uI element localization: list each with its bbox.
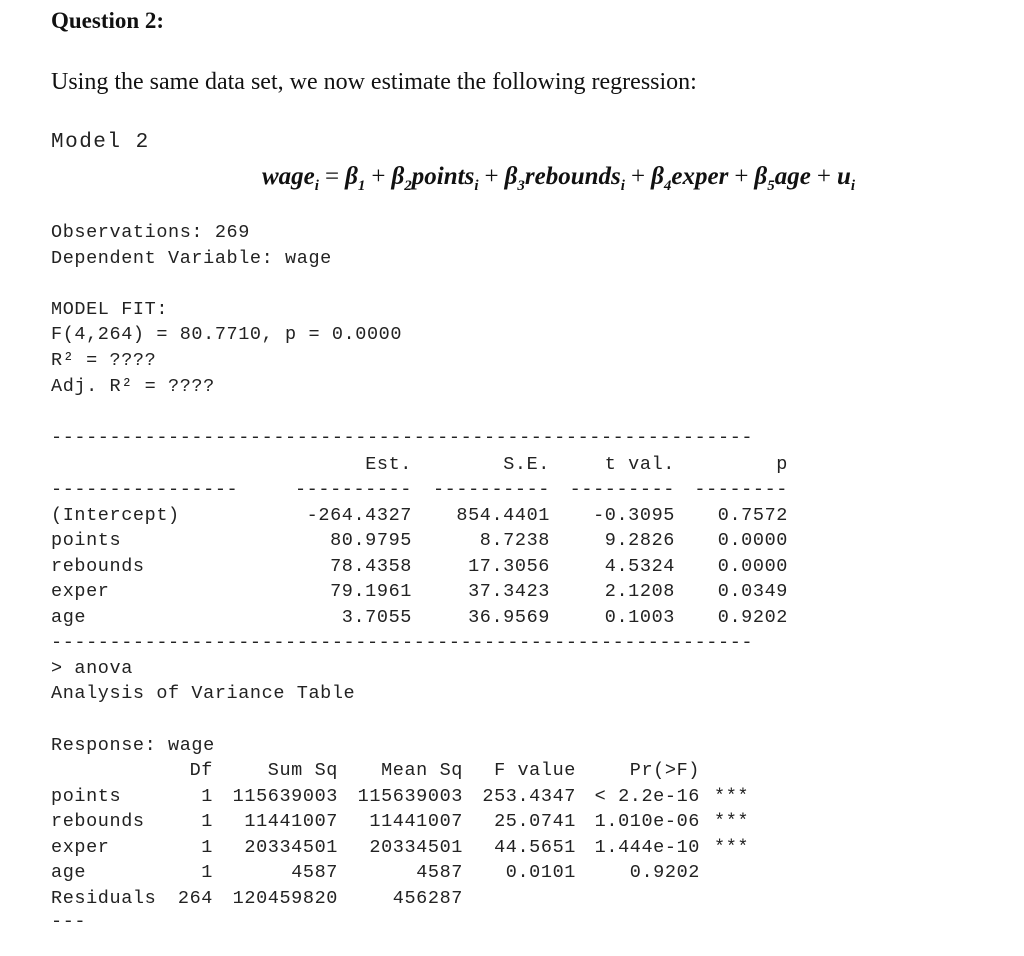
anova-fvalue: 25.0741 (494, 811, 576, 832)
coef-term: (Intercept) (51, 505, 180, 526)
anova-fvalue: 44.5651 (494, 837, 576, 858)
anova-response: Response: wage (51, 735, 215, 756)
coef-p: 0.0000 (717, 556, 788, 577)
anova-footer-rule: --- (51, 911, 87, 932)
anova-meansq: 456287 (392, 888, 463, 909)
observations-line: Observations: 269 (51, 222, 250, 243)
coef-tval: 4.5324 (604, 556, 675, 577)
model-fit-label: MODEL FIT: (51, 299, 169, 320)
rule-segment: --------- (569, 479, 675, 500)
dependent-variable-line: Dependent Variable: wage (51, 248, 332, 269)
coef-tval: 9.2826 (604, 530, 675, 551)
coef-est: 80.9795 (330, 530, 412, 551)
anova-signif: *** (714, 786, 750, 807)
coef-term: rebounds (51, 556, 145, 577)
anova-df: 1 (201, 837, 213, 858)
anova-term: Residuals (51, 888, 157, 909)
anova-fvalue: 0.0101 (505, 862, 576, 883)
anova-sumsq: 115639003 (232, 786, 338, 807)
anova-sumsq: 11441007 (244, 811, 338, 832)
adj-r-squared-line: Adj. R² = ???? (51, 376, 215, 397)
regression-equation: wage$_i$ = $\beta_1$ + $\beta_2points_i$ + $\beta_3rebounds_i$ + $\beta_4exper + \beta_5age + u_i$ (262, 163, 856, 194)
anova-header-df: Df (189, 760, 213, 781)
coef-tval: 0.1003 (604, 607, 675, 628)
anova-header-fvalue: F value (494, 760, 576, 781)
f-statistic-line: F(4,264) = 80.7710, p = 0.0000 (51, 324, 403, 345)
question-heading: Question 2: (51, 8, 165, 33)
coef-term: age (51, 607, 87, 628)
anova-prf: 1.444e-10 (594, 837, 700, 858)
coef-table-bottom-rule: ------------------------------------------------------------ (51, 632, 754, 653)
anova-signif: *** (714, 837, 750, 858)
anova-sumsq: 120459820 (232, 888, 338, 909)
anova-signif: *** (714, 811, 750, 832)
intro-text: Using the same data set, we now estimate the following regression: (51, 69, 697, 95)
anova-term: points (51, 786, 122, 807)
rule-segment: ---------- (432, 479, 550, 500)
header-se: S.E. (503, 454, 550, 475)
coef-est: -264.4327 (306, 505, 412, 526)
anova-df: 1 (201, 811, 213, 832)
anova-command: > anova (51, 658, 133, 679)
header-est: Est. (365, 454, 412, 475)
rule-segment: -------- (694, 479, 788, 500)
coef-se: 17.3056 (468, 556, 550, 577)
anova-meansq: 4587 (416, 862, 463, 883)
coef-tval: -0.3095 (593, 505, 675, 526)
anova-meansq: 20334501 (369, 837, 463, 858)
coef-term: exper (51, 581, 110, 602)
anova-meansq: 115639003 (357, 786, 463, 807)
coef-p: 0.7572 (717, 505, 788, 526)
header-tval: t val. (604, 454, 675, 475)
model-label: Model 2 (51, 131, 150, 154)
coef-se: 8.7238 (479, 530, 550, 551)
anova-prf: 1.010e-06 (594, 811, 700, 832)
coef-se: 37.3423 (468, 581, 550, 602)
anova-header-meansq: Mean Sq (381, 760, 463, 781)
anova-title: Analysis of Variance Table (51, 683, 356, 704)
header-p: p (776, 454, 788, 475)
coef-p: 0.0000 (717, 530, 788, 551)
coef-est: 78.4358 (330, 556, 412, 577)
coef-est: 79.1961 (330, 581, 412, 602)
anova-prf: < 2.2e-16 (594, 786, 700, 807)
coef-p: 0.9202 (717, 607, 788, 628)
anova-term: age (51, 862, 87, 883)
rule-segment: ---------------- (51, 479, 239, 500)
anova-prf: 0.9202 (629, 862, 700, 883)
anova-df: 264 (177, 888, 213, 909)
coef-tval: 2.1208 (604, 581, 675, 602)
rule-segment: ---------- (294, 479, 412, 500)
anova-term: rebounds (51, 811, 145, 832)
anova-df: 1 (201, 786, 213, 807)
coef-p: 0.0349 (717, 581, 788, 602)
coef-term: points (51, 530, 122, 551)
coef-est: 3.7055 (341, 607, 412, 628)
anova-header-sumsq: Sum Sq (267, 760, 338, 781)
anova-sumsq: 4587 (291, 862, 338, 883)
anova-fvalue: 253.4347 (482, 786, 576, 807)
anova-term: exper (51, 837, 110, 858)
anova-meansq: 11441007 (369, 811, 463, 832)
coef-se: 36.9569 (468, 607, 550, 628)
anova-df: 1 (201, 862, 213, 883)
coef-table-top-rule: ------------------------------------------------------------ (51, 427, 754, 448)
anova-sumsq: 20334501 (244, 837, 338, 858)
r-squared-line: R² = ???? (51, 350, 157, 371)
anova-header-prf: Pr(>F) (629, 760, 700, 781)
coef-se: 854.4401 (456, 505, 550, 526)
